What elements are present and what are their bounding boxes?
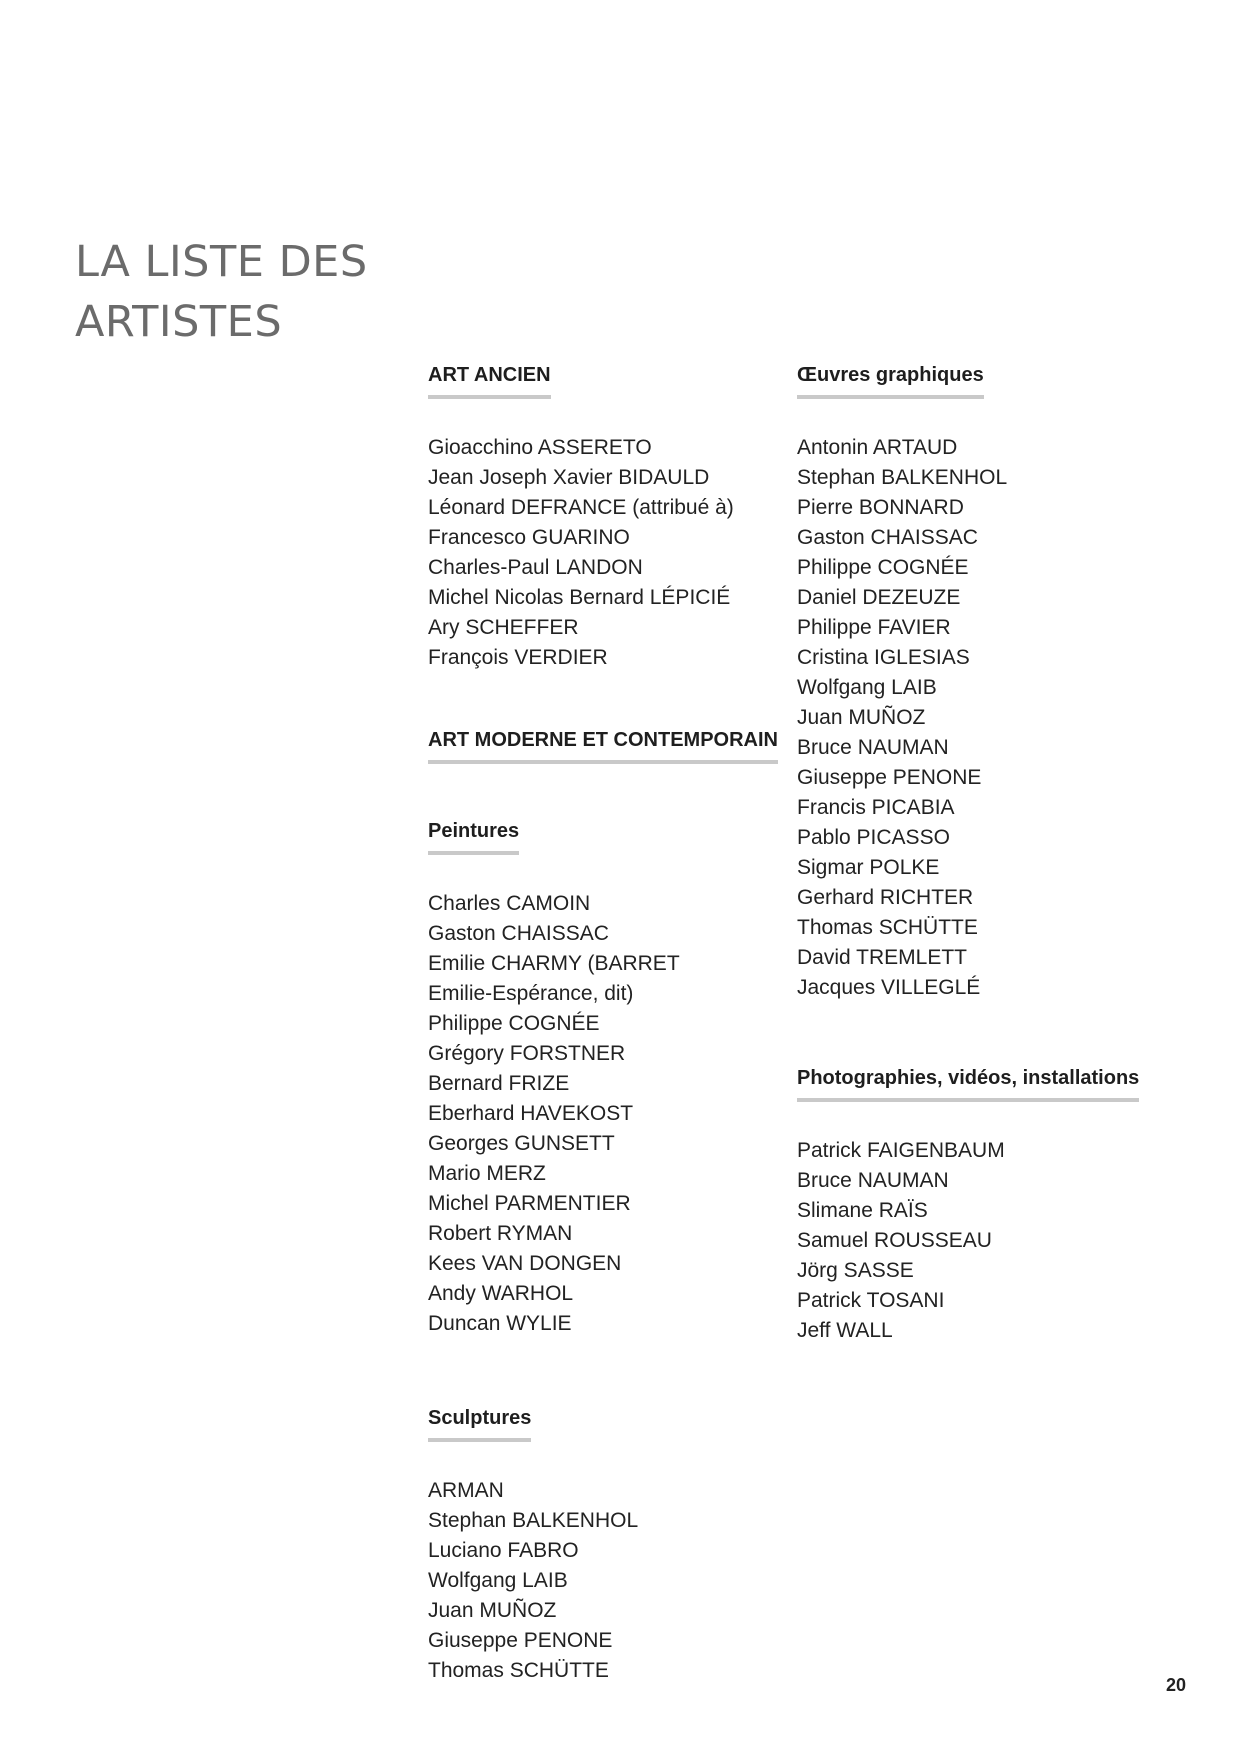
list-item: ARMAN — [428, 1479, 504, 1502]
list-item: Bruce NAUMAN — [797, 1169, 949, 1192]
list-item: Philippe COGNÉE — [428, 1012, 600, 1035]
section-oeuvres-graphiques — [797, 364, 1177, 1003]
list-item: Pablo PICASSO — [797, 826, 950, 849]
artist-list-peintures — [428, 889, 758, 1339]
page-title-line-2: ARTISTES — [75, 297, 283, 347]
list-item: Daniel DEZEUZE — [797, 586, 961, 609]
section-heading-art-moderne: ART MODERNE ET CONTEMPORAIN — [428, 729, 778, 764]
list-item: Grégory FORSTNER — [428, 1042, 626, 1065]
section-art-ancien — [428, 364, 758, 673]
section-peintures — [428, 820, 758, 1339]
list-item: Jeff WALL — [797, 1319, 893, 1342]
list-item: Jean Joseph Xavier BIDAULD — [428, 466, 710, 489]
list-item: Charles CAMOIN — [428, 892, 591, 915]
page-title-line-1: LA LISTE DES — [75, 237, 368, 287]
page-number: 20 — [1165, 1675, 1186, 1695]
list-item: Bernard FRIZE — [428, 1072, 570, 1095]
list-item: Thomas SCHÜTTE — [797, 916, 978, 939]
list-item: Francesco GUARINO — [428, 526, 630, 549]
list-item: Samuel ROUSSEAU — [797, 1229, 992, 1252]
list-item: Kees VAN DONGEN — [428, 1252, 622, 1275]
list-item: Emilie CHARMY (BARRET Emilie-Espérance, dit) — [428, 952, 680, 1005]
list-item: Gaston CHAISSAC — [797, 526, 978, 549]
list-item: Stephan BALKENHOL — [428, 1509, 639, 1532]
list-item: Giuseppe PENONE — [428, 1629, 613, 1652]
list-item: Luciano FABRO — [428, 1539, 579, 1562]
list-item: Duncan WYLIE — [428, 1312, 572, 1335]
list-item: Charles-Paul LANDON — [428, 556, 643, 579]
right-column — [797, 364, 1177, 1346]
list-item: Philippe FAVIER — [797, 616, 951, 639]
list-item: Cristina IGLESIAS — [797, 646, 970, 669]
list-item: Wolfgang LAIB — [797, 676, 937, 699]
list-item: Giuseppe PENONE — [797, 766, 982, 789]
list-item: François VERDIER — [428, 646, 608, 669]
list-item: Slimane RAÏS — [797, 1199, 928, 1222]
list-item: Juan MUÑOZ — [797, 706, 926, 729]
list-item: Patrick TOSANI — [797, 1289, 945, 1312]
list-item: Juan MUÑOZ — [428, 1599, 557, 1622]
artist-list-photographies — [797, 1136, 1177, 1346]
artist-list-oeuvres-graphiques — [797, 433, 1177, 1003]
list-item: Eberhard HAVEKOST — [428, 1102, 634, 1125]
artist-list-art-ancien — [428, 433, 758, 673]
list-item: Jörg SASSE — [797, 1259, 914, 1282]
list-item: Michel Nicolas Bernard LÉPICIÉ — [428, 586, 731, 609]
artist-list-sculptures — [428, 1476, 758, 1686]
list-item: Wolfgang LAIB — [428, 1569, 568, 1592]
list-item: Léonard DEFRANCE (attribué à) — [428, 496, 734, 519]
list-item: Mario MERZ — [428, 1162, 546, 1185]
list-item: Gerhard RICHTER — [797, 886, 974, 909]
page-title — [75, 232, 368, 352]
list-item: Stephan BALKENHOL — [797, 466, 1008, 489]
section-heading-sculptures: Sculptures — [428, 1407, 531, 1442]
list-item: Antonin ARTAUD — [797, 436, 958, 459]
section-art-moderne — [428, 729, 778, 764]
list-item: Pierre BONNARD — [797, 496, 964, 519]
list-item: Sigmar POLKE — [797, 856, 940, 879]
list-item: Ary SCHEFFER — [428, 616, 579, 639]
section-sculptures — [428, 1407, 758, 1686]
list-item: Georges GUNSETT — [428, 1132, 615, 1155]
list-item: David TREMLETT — [797, 946, 967, 969]
list-item: Patrick FAIGENBAUM — [797, 1139, 1005, 1162]
list-item: Gaston CHAISSAC — [428, 922, 609, 945]
section-heading-photographies: Photographies, vidéos, installations — [797, 1067, 1139, 1102]
list-item: Robert RYMAN — [428, 1222, 573, 1245]
list-item: Michel PARMENTIER — [428, 1192, 631, 1215]
section-heading-art-ancien: ART ANCIEN — [428, 364, 551, 399]
left-column — [428, 364, 778, 1686]
list-item: Andy WARHOL — [428, 1282, 574, 1305]
list-item: Thomas SCHÜTTE — [428, 1659, 609, 1682]
list-item: Francis PICABIA — [797, 796, 955, 819]
section-photographies — [797, 1067, 1177, 1346]
list-item: Bruce NAUMAN — [797, 736, 949, 759]
list-item: Jacques VILLEGLÉ — [797, 976, 981, 999]
section-heading-oeuvres-graphiques: Œuvres graphiques — [797, 364, 984, 399]
list-item: Philippe COGNÉE — [797, 556, 969, 579]
list-item: Gioacchino ASSERETO — [428, 436, 652, 459]
section-heading-peintures: Peintures — [428, 820, 519, 855]
